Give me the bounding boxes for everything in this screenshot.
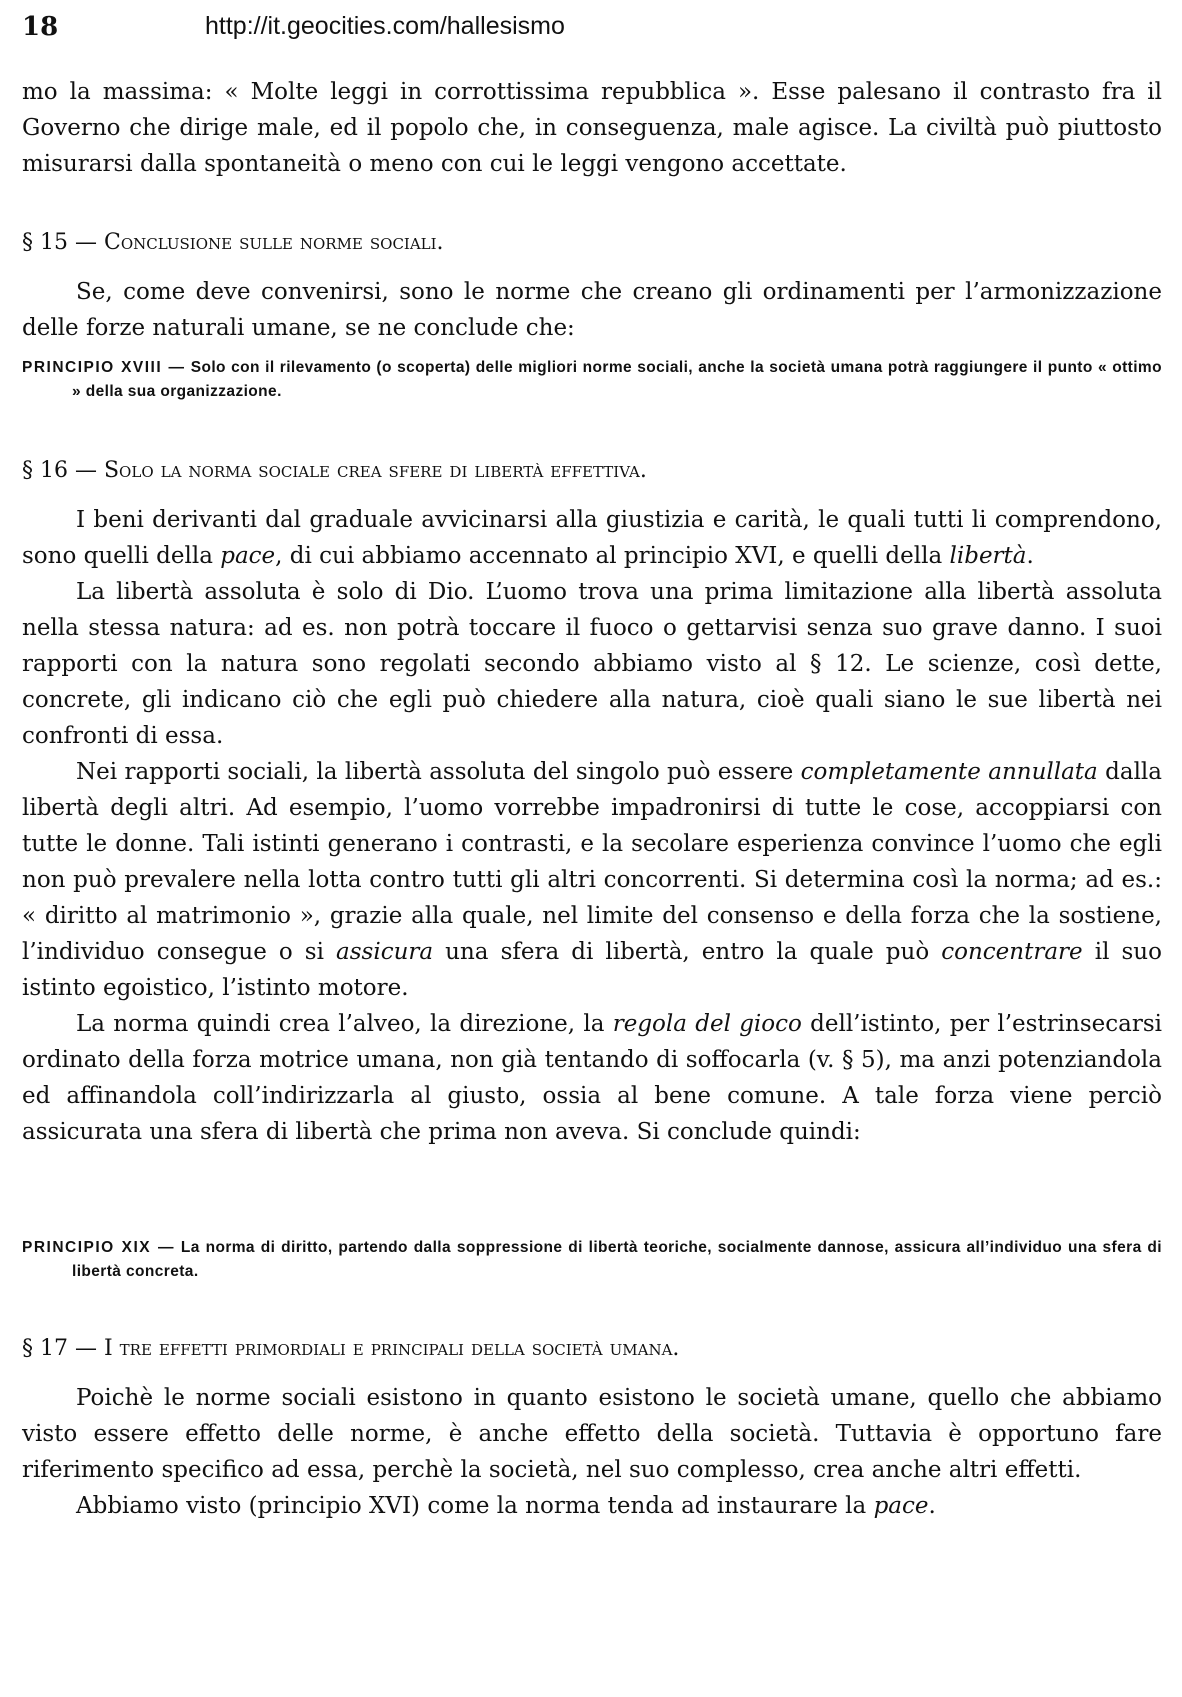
page-number: 18 xyxy=(22,12,59,42)
italic-run: pace xyxy=(873,1493,929,1519)
section-16-paragraph-2: La libertà assoluta è solo di Dio. L’uomo trova una prima limitazione alla libertà assoluta nella stessa natura: ad es. non potrà toccare il fuoco o gettarvisi senza suo grave danno. I suoi rapporti con la natura sono regolati secondo abbiamo visto al § 12. Le scienze, così dette, concrete, gli indicano ciò che egli può chiedere alla natura, cioè quali siano le sue libertà nei confronti di essa. xyxy=(22,579,1162,749)
text-run: . xyxy=(1026,543,1034,569)
text-run: dell’istinto, per l’estrinsecarsi ordinato della forza motrice umana, non già tentando di soffocarla (v. § 5), ma anzi potenziandola ed affinandola coll’indirizzarla al giusto, ossia al bene comune. A tale forza viene perciò assicurata una sfera di libertà che prima non aveva. Si conclude quindi: xyxy=(22,1011,1162,1145)
intro-paragraph: mo la massima: « Molte leggi in corrottissima repubblica ». Esse palesano il contrasto fra il Governo che dirige male, ed il popolo che, in conseguenza, male agisce. La civiltà può piuttosto misurarsi dalla spontaneità o meno con cui le leggi vengono accettate. xyxy=(22,79,1162,177)
section-16 xyxy=(22,456,1162,486)
principle-19-text: La norma di diritto, partendo dalla soppressione di libertà teoriche, socialmente dannose, assicura all’individuo una sfera di libertà concreta. xyxy=(72,1239,1162,1280)
section-17 xyxy=(22,1334,1162,1364)
section-16-paragraph-4 xyxy=(22,1006,1162,1150)
text-run: Nei rapporti sociali, la libertà assoluta del singolo può essere xyxy=(76,759,801,785)
section-17-body xyxy=(22,1380,1162,1524)
intro-paragraph-block xyxy=(22,74,1162,182)
section-15-heading xyxy=(22,228,1162,258)
section-16-heading xyxy=(22,456,1162,486)
italic-run: concentrare xyxy=(941,939,1083,965)
section-17-number: § 17 — xyxy=(22,1336,97,1361)
principle-18 xyxy=(22,356,1162,404)
principle-18-label: PRINCIPIO XVIII — xyxy=(22,359,186,376)
section-16-paragraph-3 xyxy=(22,754,1162,1006)
section-17-paragraph-1: Poichè le norme sociali esistono in quanto esistono le società umane, quello che abbiamo visto essere effetto delle norme, è anche effetto della società. Tuttavia è opportuno fare riferimento specifico ad essa, perchè la società, nel suo complesso, crea anche altri effetti. xyxy=(22,1385,1162,1483)
section-15-body xyxy=(22,274,1162,346)
text-run: Abbiamo visto (principio XVI) come la norma tenda ad instaurare la xyxy=(76,1493,874,1519)
principle-19 xyxy=(22,1236,1162,1284)
section-15-title: Conclusione sulle norme sociali. xyxy=(103,230,444,255)
text-run: , di cui abbiamo accennato al principio XVI, e quelli della xyxy=(275,543,950,569)
source-url: http://it.geocities.com/hallesismo xyxy=(205,12,565,40)
principle-18-text: Solo con il rilevamento (o scoperta) delle migliori norme sociali, anche la società umana potrà raggiungere il punto « ottimo » della sua organizzazione. xyxy=(72,359,1162,400)
section-15 xyxy=(22,228,1162,258)
text-run: La norma quindi crea l’alveo, la direzione, la xyxy=(76,1011,613,1037)
italic-run: pace xyxy=(220,543,276,569)
section-17-heading xyxy=(22,1334,1162,1364)
section-16-title: Solo la norma sociale crea sfere di libertà effettiva. xyxy=(103,458,647,483)
principle-19-block xyxy=(22,1236,1162,1284)
italic-run: completamente annullata xyxy=(800,759,1098,785)
section-17-paragraph-2 xyxy=(22,1488,1162,1524)
text-run: I beni derivanti dal graduale avvicinarsi alla giustizia e carità, le quali tutti li comprendono, sono quelli della xyxy=(22,507,1162,569)
principle-19-label: PRINCIPIO XIX — xyxy=(22,1239,176,1256)
section-15-number: § 15 — xyxy=(22,230,97,255)
italic-run: assicura xyxy=(336,939,434,965)
italic-run: regola del gioco xyxy=(612,1011,802,1037)
text-run: il suo istinto egoistico, l’istinto motore. xyxy=(22,939,1162,1001)
text-run: dalla libertà degli altri. Ad esempio, l’uomo vorrebbe impadronirsi di tutte le cose, accoppiarsi con tutte le donne. Tali istinti generano i contrasti, e la secolare esperienza convince l’uomo che egli non può prevalere nella lotta contro tutti gli altri concorrenti. Si determina così la norma; ad es.: « diritto al matrimonio », grazie alla quale, nel limite del consenso e della forza che la sostiene, l’individuo consegue o si xyxy=(22,759,1162,965)
section-15-paragraph: Se, come deve convenirsi, sono le norme che creano gli ordinamenti per l’armonizzazione delle forze naturali umane, se ne conclude che: xyxy=(22,279,1162,341)
text-run: . xyxy=(928,1493,936,1519)
section-16-number: § 16 — xyxy=(22,458,97,483)
section-16-body xyxy=(22,502,1162,1150)
text-run: una sfera di libertà, entro la quale può xyxy=(433,939,942,965)
section-16-paragraph-1 xyxy=(22,502,1162,574)
section-17-title: I tre effetti primordiali e principali della società umana. xyxy=(103,1336,680,1361)
principle-18-block xyxy=(22,356,1162,404)
italic-run: libertà xyxy=(949,543,1027,569)
